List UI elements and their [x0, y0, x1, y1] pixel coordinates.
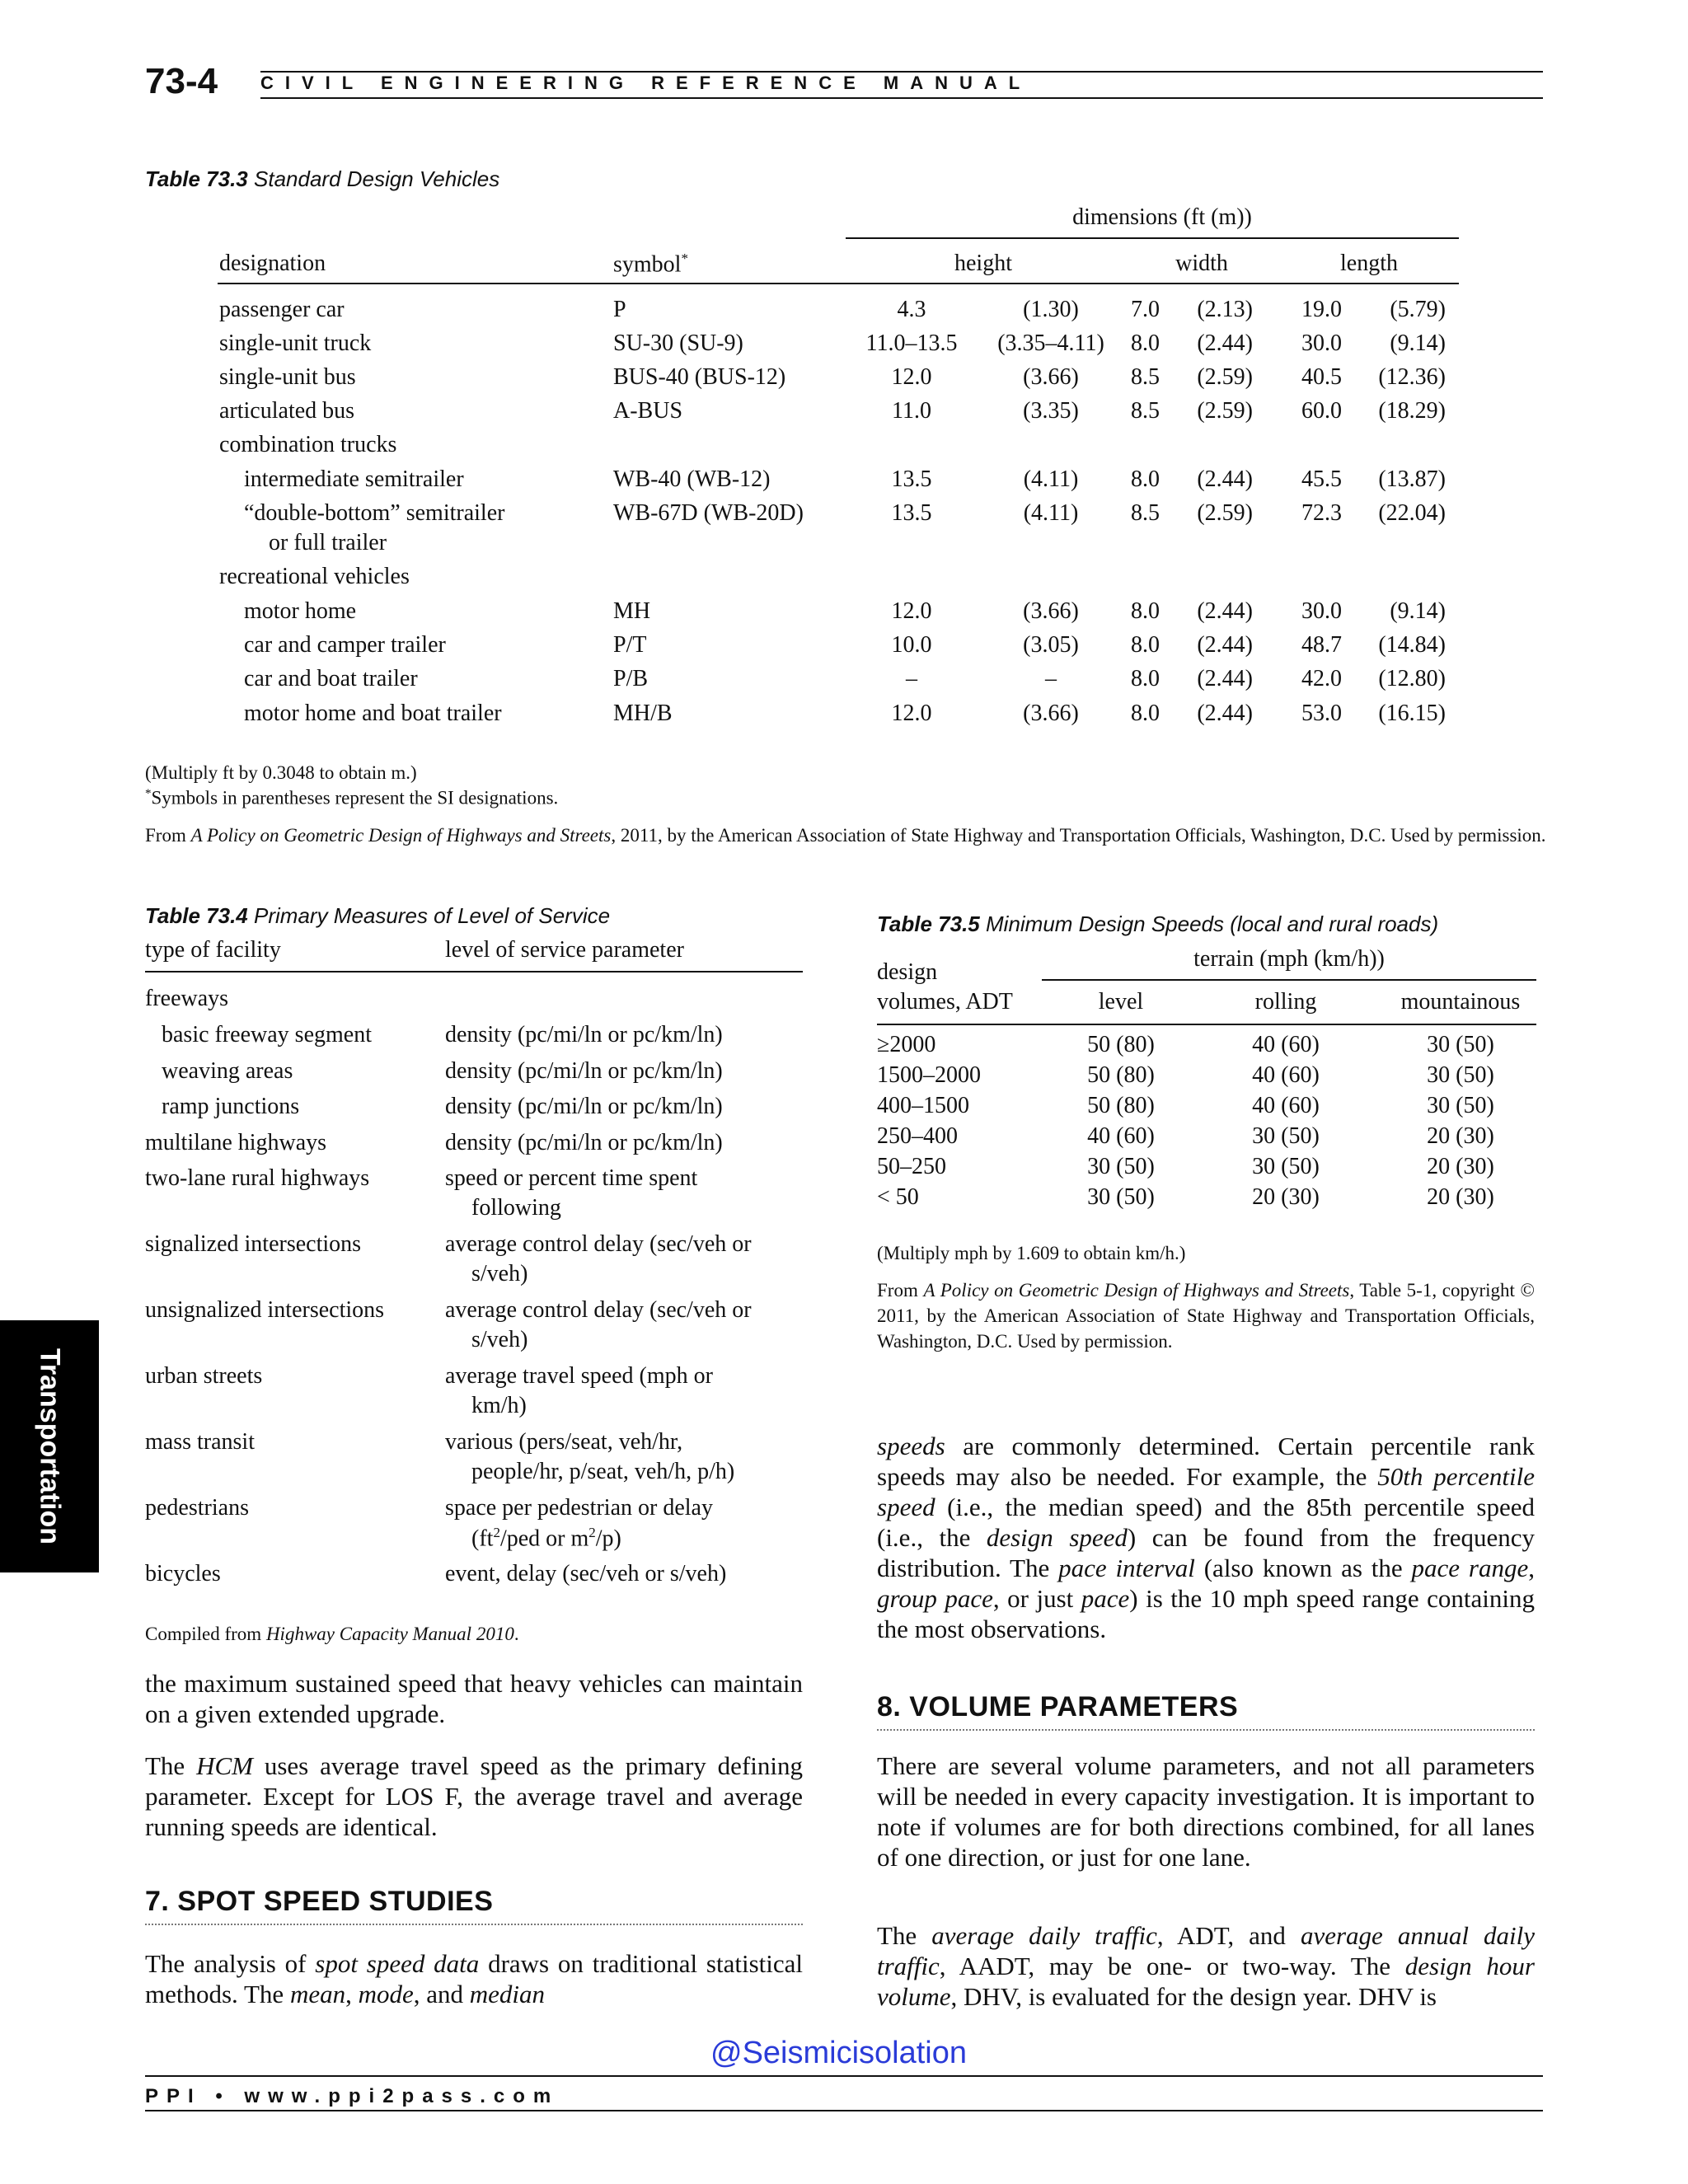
col-height: height	[954, 251, 1012, 276]
table-cell: 30 (50)	[1087, 1154, 1155, 1179]
footer-rule-top	[145, 2075, 1543, 2077]
table-cell: 20 (30)	[1427, 1184, 1494, 1210]
table-cell: 50 (80)	[1087, 1032, 1155, 1057]
table-label: Table 73.4	[145, 903, 248, 928]
table-group-label: recreational vehicles	[219, 564, 410, 589]
table-cell: ≥2000	[877, 1032, 936, 1057]
table-cell: (4.11)	[1023, 500, 1079, 526]
table-cell: 8.0	[1131, 666, 1160, 691]
right-paragraph-3: The average daily traffic, ADT, and average annual daily traffic, AADT, may be one- or two-way. The design hour volume, DHV, is evaluated for the design year. DHV is	[877, 1921, 1535, 2011]
table-cell: BUS-40 (BUS-12)	[613, 364, 786, 390]
table-header-rule	[145, 971, 803, 972]
table-cell: P/T	[613, 632, 647, 658]
table-cell-continued: people/hr, p/seat, veh/h, p/h)	[471, 1459, 735, 1484]
col-facility: type of facility	[145, 937, 281, 963]
col-length: length	[1340, 251, 1398, 276]
table-cell: 8.0	[1131, 701, 1160, 726]
table-cell: (3.66)	[1023, 701, 1079, 726]
table-cell: –	[1045, 666, 1057, 691]
terrain-group-header: terrain (mph (km/h))	[1193, 946, 1385, 972]
table-cell: 40 (60)	[1252, 1062, 1320, 1088]
table-cell: motor home and boat trailer	[244, 701, 502, 726]
table-cell: passenger car	[219, 297, 345, 322]
table-cell: A-BUS	[613, 398, 683, 424]
table-cell: density (pc/mi/ln or pc/km/ln)	[445, 1058, 723, 1084]
table-cell: (2.44)	[1197, 466, 1253, 492]
table-cell: 30 (50)	[1252, 1154, 1320, 1179]
left-paragraph-1: the maximum sustained speed that heavy vehicles can maintain on a given extended upgrade.	[145, 1669, 803, 1728]
table-cell: (3.35–4.11)	[997, 330, 1104, 356]
table-cell: 11.0	[892, 398, 931, 424]
col-design-line2: volumes, ADT	[877, 989, 1013, 1015]
table-cell: WB-40 (WB-12)	[613, 466, 771, 492]
col-level: level	[1098, 989, 1144, 1015]
table-label: Table 73.5	[877, 912, 980, 936]
section-7-heading: 7. SPOT SPEED STUDIES	[145, 1886, 494, 1917]
table-cell: single-unit truck	[219, 330, 372, 356]
table-cell: 11.0–13.5	[865, 330, 958, 356]
table-cell: event, delay (sec/veh or s/veh)	[445, 1561, 727, 1586]
table-cell: 12.0	[891, 598, 932, 624]
table-cell: 42.0	[1301, 666, 1342, 691]
header-rule-bottom	[260, 97, 1543, 99]
table-cell: (22.04)	[1378, 500, 1446, 526]
table-cell: 8.5	[1131, 398, 1160, 424]
table-cell: 30 (50)	[1427, 1032, 1494, 1057]
table-cell: car and boat trailer	[244, 666, 418, 691]
table-cell: 13.5	[891, 500, 932, 526]
table-cell: multilane highways	[145, 1130, 327, 1155]
table-73-3-note-multiply: (Multiply ft by 0.3048 to obtain m.)	[145, 762, 417, 783]
table-cell: (2.59)	[1197, 364, 1253, 390]
table-cell: motor home	[244, 598, 357, 624]
table-cell: 40 (60)	[1252, 1093, 1320, 1118]
table-73-5-note-multiply: (Multiply mph by 1.609 to obtain km/h.)	[877, 1243, 1186, 1263]
table-cell: (4.11)	[1023, 466, 1079, 492]
left-paragraph-2: The HCM uses average travel speed as the primary defining parameter. Except for LOS F, the average travel and average running speeds are identical.	[145, 1751, 803, 1841]
table-cell: unsignalized intersections	[145, 1297, 385, 1323]
table-cell: (9.14)	[1390, 598, 1446, 624]
table-cell: 8.5	[1131, 500, 1160, 526]
table-cell: density (pc/mi/ln or pc/km/ln)	[445, 1094, 723, 1119]
table-cell: 40.5	[1301, 364, 1342, 390]
table-cell: 7.0	[1131, 297, 1160, 322]
table-cell: bicycles	[145, 1561, 221, 1586]
table-cell: mass transit	[145, 1429, 255, 1455]
table-cell: 13.5	[891, 466, 932, 492]
table-cell: (18.29)	[1378, 398, 1446, 424]
col-mountainous: mountainous	[1400, 989, 1521, 1015]
table-cell: 19.0	[1301, 297, 1342, 322]
table-cell: car and camper trailer	[244, 632, 446, 658]
table-73-5-caption	[877, 912, 1438, 937]
table-cell: (2.44)	[1197, 598, 1253, 624]
table-cell: 40 (60)	[1252, 1032, 1320, 1057]
footer-rule-bottom	[145, 2110, 1543, 2111]
table-cell: 20 (30)	[1252, 1184, 1320, 1210]
table-cell: various (pers/seat, veh/hr,	[445, 1429, 683, 1455]
table-cell: MH	[613, 598, 651, 624]
table-cell: 12.0	[891, 701, 932, 726]
table-label: Table 73.3	[145, 166, 248, 191]
table-cell: density (pc/mi/ln or pc/km/ln)	[445, 1022, 723, 1047]
right-paragraph-2: There are several volume parameters, and not all parameters will be needed in every capacity investigation. It is important to note if volumes are for both directions combined, for all lanes of one direction, or just for one lane.	[877, 1751, 1535, 1872]
table-cell-continued: ($ft^2$/ped or $m^2/p$)	[471, 1525, 621, 1552]
header-rule-top	[260, 71, 1543, 73]
table-cell: 30 (50)	[1427, 1093, 1494, 1118]
table-cell: intermediate semitrailer	[244, 466, 464, 492]
table-cell: 8.0	[1131, 330, 1160, 356]
table-cell: (3.66)	[1023, 598, 1079, 624]
table-cell: (9.14)	[1390, 330, 1446, 356]
table-cell: single-unit bus	[219, 364, 356, 390]
table-cell: –	[906, 666, 917, 691]
table-cell: WB-67D (WB-20D)	[613, 500, 804, 526]
side-tab-label: Transportation	[34, 1347, 66, 1545]
table-cell: average travel speed (mph or	[445, 1363, 713, 1389]
table-cell-continued: s/veh)	[471, 1261, 528, 1286]
table-cell: 40 (60)	[1087, 1123, 1155, 1149]
table-cell: 8.0	[1131, 598, 1160, 624]
table-cell: pedestrians	[145, 1495, 249, 1521]
table-cell: (13.87)	[1378, 466, 1446, 492]
table-cell: (2.44)	[1197, 701, 1253, 726]
table-cell-continued: s/veh)	[471, 1327, 528, 1352]
table-cell: (16.15)	[1378, 701, 1446, 726]
table-header-rule	[218, 283, 1459, 284]
table-cell-continued: or full trailer	[269, 530, 387, 555]
group-header-rule	[846, 237, 1459, 239]
section-8-rule	[877, 1729, 1535, 1731]
table-cell: (2.44)	[1197, 632, 1253, 658]
table-cell: (3.35)	[1023, 398, 1079, 424]
table-73-3-note-symbols: *Symbols in parentheses represent the SI designations.	[145, 787, 559, 808]
table-cell: average control delay (sec/veh or	[445, 1231, 752, 1257]
table-cell: (2.44)	[1197, 666, 1253, 691]
table-cell: P/B	[613, 666, 649, 691]
col-design-line1: design	[877, 959, 938, 985]
table-group-label: freeways	[145, 986, 229, 1011]
table-cell: 250–400	[877, 1123, 958, 1149]
table-cell: 12.0	[891, 364, 932, 390]
left-paragraph-3: The analysis of spot speed data draws on traditional statistical methods. The mean, mode, and median	[145, 1949, 804, 2008]
table-73-3-source: From A Policy on Geometric Design of Highways and Streets, 2011, by the American Association of State Highway and Transportation Officials, Washington, D.C. Used by permission.	[145, 825, 1546, 846]
table-cell: MH/B	[613, 701, 673, 726]
table-cell: 8.0	[1131, 466, 1160, 492]
table-cell: 4.3	[897, 297, 926, 322]
table-cell: (3.05)	[1023, 632, 1079, 658]
table-cell: (2.59)	[1197, 398, 1253, 424]
table-cell: SU-30 (SU-9)	[613, 330, 743, 356]
table-cell-continued: following	[471, 1195, 561, 1221]
running-title: CIVIL ENGINEERING REFERENCE MANUAL	[260, 73, 1032, 93]
table-title: Standard Design Vehicles	[254, 166, 500, 191]
table-cell: 30.0	[1301, 330, 1342, 356]
table-cell: 8.5	[1131, 364, 1160, 390]
table-cell: 50 (80)	[1087, 1093, 1155, 1118]
table-73-5-source: From A Policy on Geometric Design of Highways and Streets, Table 5-1, copyright © 2011, by the American Association of State Highway and Transportation Officials, Washington, D.C. Used by permission.	[877, 1280, 1535, 1352]
section-side-tab	[0, 1320, 99, 1572]
table-cell: 8.0	[1131, 632, 1160, 658]
table-cell: 30 (50)	[1427, 1062, 1494, 1088]
table-73-4-source: Compiled from Highway Capacity Manual 2010.	[145, 1624, 519, 1644]
table-cell-continued: km/h)	[471, 1393, 527, 1418]
table-cell: urban streets	[145, 1363, 263, 1389]
watermark: @Seismicisolation	[710, 2036, 968, 2070]
page-number: 73-4	[145, 61, 218, 101]
table-cell: (1.30)	[1023, 297, 1079, 322]
table-cell: 45.5	[1301, 466, 1342, 492]
section-8-heading: 8. VOLUME PARAMETERS	[877, 1691, 1239, 1722]
table-cell: < 50	[877, 1184, 919, 1210]
table-cell: (2.59)	[1197, 500, 1253, 526]
table-header-rule	[877, 1024, 1536, 1025]
col-designation: designation	[219, 251, 326, 276]
col-symbol: symbol*	[613, 251, 688, 278]
table-73-4-caption	[145, 903, 610, 929]
col-width: width	[1175, 251, 1228, 276]
table-cell: 60.0	[1301, 398, 1342, 424]
table-cell: 20 (30)	[1427, 1123, 1494, 1149]
table-cell: 30.0	[1301, 598, 1342, 624]
table-cell: ramp junctions	[162, 1094, 300, 1119]
table-cell: (5.79)	[1390, 297, 1446, 322]
table-cell: 1500–2000	[877, 1062, 981, 1088]
table-cell: 30 (50)	[1252, 1123, 1320, 1149]
table-cell: 50 (80)	[1087, 1062, 1155, 1088]
table-cell: 30 (50)	[1087, 1184, 1155, 1210]
col-rolling: rolling	[1254, 989, 1317, 1015]
group-header-rule	[1042, 979, 1536, 981]
table-cell: articulated bus	[219, 398, 355, 424]
table-cell: “double-bottom” semitrailer	[244, 500, 505, 526]
table-cell: 10.0	[891, 632, 932, 658]
col-parameter: level of service parameter	[445, 937, 684, 963]
table-cell: 48.7	[1301, 632, 1342, 658]
table-cell: two-lane rural highways	[145, 1165, 370, 1191]
table-cell: (2.13)	[1197, 297, 1253, 322]
table-cell: (3.66)	[1023, 364, 1079, 390]
table-cell: average control delay (sec/veh or	[445, 1297, 752, 1323]
right-paragraph-1: speeds are commonly determined. Certain percentile rank speeds may also be needed. For example, the 50th percentile speed (i.e., the median speed) and the 85th percentile speed (i.e., the design speed) can be found from the frequency distribution. The pace interval (also known as the pace range, group pace, or just pace) is the 10 mph speed range containing the most observations.	[877, 1432, 1536, 1643]
table-title: Minimum Design Speeds (local and rural roads)	[986, 912, 1439, 936]
footer-text: PPI • www.ppi2pass.com	[145, 2085, 560, 2107]
table-cell: P	[613, 297, 626, 322]
section-7-rule	[145, 1924, 803, 1925]
table-cell: basic freeway segment	[162, 1022, 372, 1047]
table-cell: 50–250	[877, 1154, 946, 1179]
table-cell: speed or percent time spent	[445, 1165, 698, 1191]
table-cell: space per pedestrian or delay	[445, 1495, 713, 1521]
table-group-label: combination trucks	[219, 432, 397, 457]
table-cell: (12.80)	[1378, 666, 1446, 691]
table-cell: 72.3	[1301, 500, 1342, 526]
table-cell: weaving areas	[162, 1058, 293, 1084]
table-73-3-caption	[145, 166, 499, 192]
table-cell: (2.44)	[1197, 330, 1253, 356]
table-cell: (12.36)	[1378, 364, 1446, 390]
table-title: Primary Measures of Level of Service	[254, 903, 611, 928]
dimensions-group-header: dimensions (ft (m))	[1072, 204, 1252, 230]
table-cell: (14.84)	[1378, 632, 1446, 658]
table-cell: 53.0	[1301, 701, 1342, 726]
table-cell: density (pc/mi/ln or pc/km/ln)	[445, 1130, 723, 1155]
table-cell: 20 (30)	[1427, 1154, 1494, 1179]
table-cell: 400–1500	[877, 1093, 969, 1118]
table-cell: signalized intersections	[145, 1231, 362, 1257]
